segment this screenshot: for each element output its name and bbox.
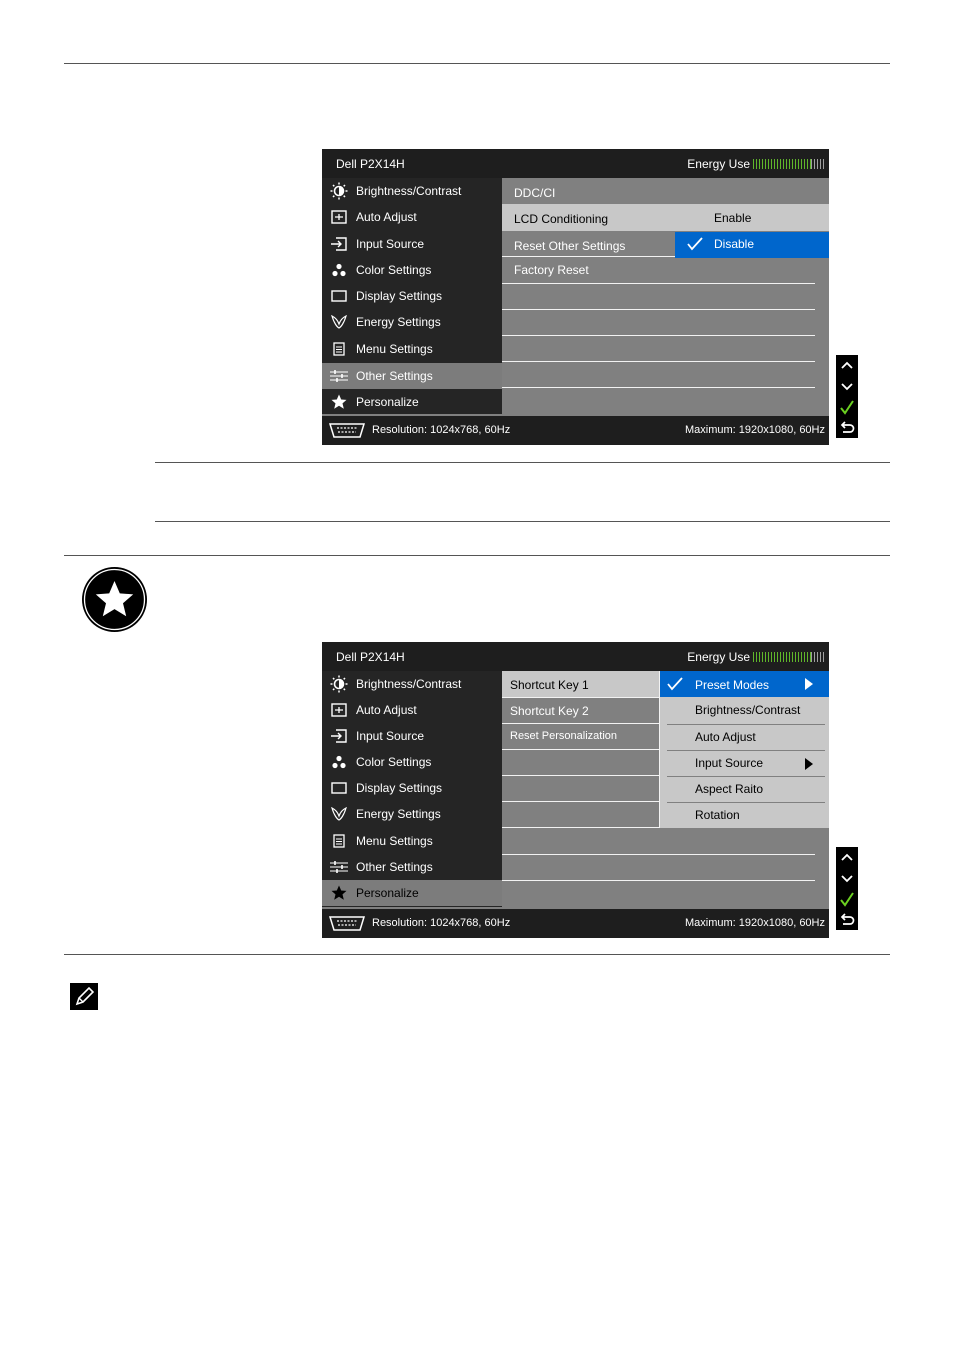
menu-item-brightness-contrast[interactable] <box>322 178 502 204</box>
menu-item-auto-adjust[interactable] <box>322 204 502 230</box>
input-source-icon <box>322 723 356 749</box>
divider <box>502 775 659 776</box>
menu-item-display-settings[interactable] <box>322 775 502 801</box>
menu-label: Personalize <box>356 886 419 900</box>
menu-item-energy-settings[interactable] <box>322 309 502 335</box>
star-icon <box>82 567 147 632</box>
divider <box>667 724 825 725</box>
menu-item-input-source[interactable] <box>322 723 502 749</box>
menu-item-other-settings[interactable] <box>322 363 502 389</box>
submenu-reset-other-settings[interactable]: Reset Other Settings <box>514 239 626 253</box>
option-brightness-contrast[interactable]: Brightness/Contrast <box>695 703 801 717</box>
menu-item-personalize[interactable] <box>322 880 502 906</box>
menu-label: Auto Adjust <box>356 210 417 224</box>
option-auto-adjust[interactable]: Auto Adjust <box>695 730 756 744</box>
menu-label: Input Source <box>356 237 425 251</box>
menu-label: Color Settings <box>356 263 432 277</box>
menu-item-auto-adjust[interactable] <box>322 697 502 723</box>
menu-label: Other Settings <box>356 369 433 383</box>
energy-meter <box>687 650 825 664</box>
option-input-source[interactable]: Input Source <box>695 756 764 770</box>
divider <box>502 361 815 362</box>
osd-personalize <box>322 642 829 938</box>
color-settings-icon <box>322 257 356 283</box>
submenu-label: Shortcut Key 1 <box>510 678 589 692</box>
submenu-label: Shortcut Key 2 <box>510 704 589 718</box>
menu-item-color-settings[interactable] <box>322 749 502 775</box>
divider <box>502 335 815 336</box>
brightness-icon <box>322 178 356 204</box>
divider <box>502 827 659 828</box>
main-menu <box>322 178 502 414</box>
menu-label: Other Settings <box>356 860 433 874</box>
personalize-icon <box>322 880 356 906</box>
divider <box>502 387 815 388</box>
menu-label: Auto Adjust <box>356 703 417 717</box>
menu-label: Menu Settings <box>356 834 433 848</box>
model-name: Dell P2X14H <box>336 650 405 664</box>
osd-header <box>322 149 829 178</box>
submenu-ddc-ci[interactable]: DDC/CI <box>514 186 556 200</box>
menu-item-other-settings[interactable] <box>322 854 502 880</box>
menu-label: Input Source <box>356 729 425 743</box>
input-source-icon <box>322 231 356 257</box>
section-rule <box>64 555 890 556</box>
menu-label: Menu Settings <box>356 342 433 356</box>
divider <box>502 283 815 284</box>
energy-bar-icon <box>753 652 811 662</box>
option-preset-modes-row[interactable] <box>660 671 829 697</box>
check-icon[interactable] <box>836 889 858 910</box>
submenu-lcd-conditioning[interactable]: LCD Conditioning <box>514 212 609 226</box>
menu-label: Color Settings <box>356 755 432 769</box>
table-rule-1 <box>155 462 890 463</box>
divider <box>502 256 675 257</box>
main-menu <box>322 671 502 907</box>
menu-label: Brightness/Contrast <box>356 184 462 198</box>
note-pencil-icon <box>70 983 98 1010</box>
energy-label: Energy Use <box>687 650 750 664</box>
energy-meter <box>687 157 825 171</box>
right-arrow-icon <box>805 758 813 773</box>
submenu-factory-reset[interactable]: Factory Reset <box>514 263 589 277</box>
osd-header <box>322 642 829 671</box>
osd-buttons <box>836 355 858 438</box>
menu-item-menu-settings[interactable] <box>322 336 502 362</box>
submenu-shortcut-key-1[interactable] <box>502 671 659 698</box>
down-arrow-icon[interactable] <box>836 868 858 889</box>
auto-adjust-icon <box>322 697 356 723</box>
menu-item-brightness-contrast[interactable] <box>322 671 502 697</box>
osd-footer <box>322 909 829 938</box>
check-icon[interactable] <box>836 397 858 418</box>
brightness-icon <box>322 671 356 697</box>
menu-label: Personalize <box>356 395 419 409</box>
menu-item-color-settings[interactable] <box>322 257 502 283</box>
menu-item-energy-settings[interactable] <box>322 801 502 827</box>
option-aspect-ratio[interactable]: Aspect Raito <box>695 782 764 796</box>
up-arrow-icon[interactable] <box>836 355 858 376</box>
submenu-shortcut-key-2[interactable] <box>502 698 659 724</box>
maximum-text: Maximum: 1920x1080, 60Hz <box>684 424 825 436</box>
submenu-label: Reset Personalization <box>510 730 618 742</box>
osd-other-settings <box>322 149 829 445</box>
auto-adjust-icon <box>322 204 356 230</box>
divider <box>667 750 825 751</box>
energy-label: Energy Use <box>687 157 750 171</box>
display-settings-icon <box>322 283 356 309</box>
submenu-reset-personalization[interactable] <box>502 724 659 750</box>
check-icon <box>667 677 683 694</box>
top-rule <box>64 63 890 64</box>
menu-label: Display Settings <box>356 781 443 795</box>
down-arrow-icon[interactable] <box>836 376 858 397</box>
divider <box>502 880 815 881</box>
divider <box>502 801 659 802</box>
divider <box>502 309 815 310</box>
menu-item-input-source[interactable] <box>322 231 502 257</box>
color-settings-icon <box>322 749 356 775</box>
option-disable: Disable <box>714 237 755 251</box>
menu-item-display-settings[interactable] <box>322 283 502 309</box>
option-enable[interactable]: Enable <box>714 211 752 225</box>
check-icon <box>687 237 703 254</box>
resolution-text: Resolution: 1024x768, 60Hz <box>372 424 511 436</box>
other-settings-icon <box>322 363 356 389</box>
divider <box>502 854 815 855</box>
vga-connector-icon <box>328 916 366 934</box>
option-disable-row[interactable] <box>675 232 829 258</box>
energy-settings-icon <box>322 309 356 335</box>
other-settings-icon <box>322 854 356 880</box>
menu-label: Energy Settings <box>356 807 441 821</box>
model-name: Dell P2X14H <box>336 157 405 171</box>
vga-connector-icon <box>328 423 366 441</box>
menu-item-personalize[interactable] <box>322 389 502 415</box>
right-arrow-icon <box>805 678 813 693</box>
menu-label: Energy Settings <box>356 315 441 329</box>
menu-settings-icon <box>322 336 356 362</box>
menu-label: Display Settings <box>356 289 443 303</box>
energy-bar-icon <box>753 159 811 169</box>
osd-buttons <box>836 847 858 930</box>
divider <box>667 776 825 777</box>
menu-item-menu-settings[interactable] <box>322 828 502 854</box>
up-arrow-icon[interactable] <box>836 847 858 868</box>
personalize-icon <box>322 389 356 415</box>
resolution-text: Resolution: 1024x768, 60Hz <box>372 917 511 929</box>
back-icon[interactable] <box>836 417 858 438</box>
osd-footer <box>322 416 829 445</box>
menu-label: Brightness/Contrast <box>356 677 462 691</box>
energy-settings-icon <box>322 801 356 827</box>
divider <box>667 802 825 803</box>
bottom-rule <box>64 954 890 955</box>
energy-bar-empty-icon <box>811 652 825 662</box>
menu-settings-icon <box>322 828 356 854</box>
maximum-text: Maximum: 1920x1080, 60Hz <box>684 917 825 929</box>
energy-bar-empty-icon <box>811 159 825 169</box>
table-rule-2 <box>155 521 890 522</box>
option-rotation[interactable]: Rotation <box>695 808 740 822</box>
back-icon[interactable] <box>836 909 858 930</box>
display-settings-icon <box>322 775 356 801</box>
option-label: Preset Modes <box>695 678 770 692</box>
